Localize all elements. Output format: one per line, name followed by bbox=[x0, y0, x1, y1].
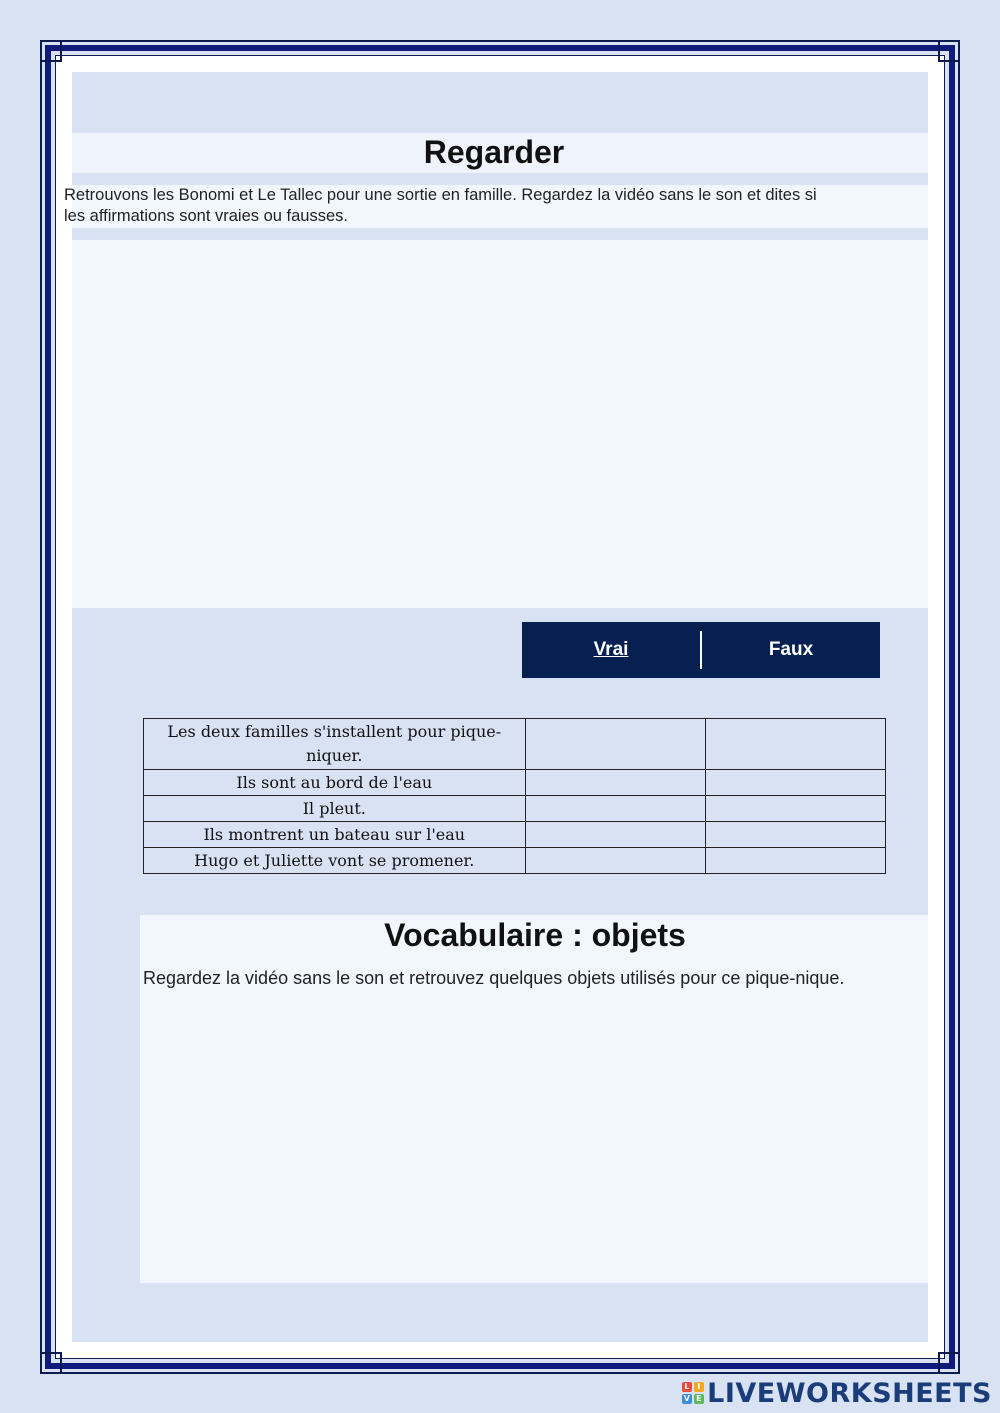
vocab-instruction: Regardez la vidéo sans le son et retrouvez quelques objets utilisés pour ce pique-nique. bbox=[143, 968, 845, 988]
worksheet-content bbox=[64, 72, 928, 1342]
table-row bbox=[144, 796, 886, 822]
faux-answer-cell[interactable] bbox=[705, 848, 885, 874]
statement-cell: Les deux familles s'installent pour pique-niquer. bbox=[144, 719, 526, 770]
frame-corner-top-right bbox=[938, 40, 960, 62]
statement-cell: Il pleut. bbox=[144, 796, 526, 822]
true-false-header bbox=[522, 622, 880, 678]
statement-cell: Ils montrent un bateau sur l'eau bbox=[144, 822, 526, 848]
header-vrai: Vrai bbox=[593, 639, 629, 660]
statement-cell: Hugo et Juliette vont se promener. bbox=[144, 848, 526, 874]
statement-cell: Ils sont au bord de l'eau bbox=[144, 770, 526, 796]
section-title-vocabulaire bbox=[72, 915, 998, 955]
vrai-answer-cell[interactable] bbox=[525, 770, 705, 796]
frame-corner-bottom-left bbox=[40, 1352, 62, 1374]
table-row bbox=[144, 719, 886, 770]
video-area[interactable] bbox=[72, 240, 928, 608]
frame-corner-bottom-right bbox=[938, 1352, 960, 1374]
vocab-title-bold: Vocabulaire bbox=[384, 917, 564, 953]
intro-line-1: Retrouvons les Bonomi et Le Tallec pour une sortie en famille. Regardez la vidéo sans le son et dites si bbox=[64, 186, 817, 204]
vrai-answer-cell[interactable] bbox=[525, 719, 705, 770]
intro-line-2: les affirmations sont vraies ou fausses. bbox=[64, 207, 348, 225]
header-faux: Faux bbox=[768, 639, 814, 660]
liveworksheets-logo-icon: L I V E bbox=[682, 1382, 704, 1404]
faux-answer-cell[interactable] bbox=[705, 796, 885, 822]
vrai-answer-cell[interactable] bbox=[525, 796, 705, 822]
brand-name: LIVEWORKSHEETS bbox=[707, 1377, 992, 1409]
section-title-regarder: Regarder bbox=[423, 134, 565, 170]
faux-answer-cell[interactable] bbox=[705, 822, 885, 848]
faux-answer-cell[interactable] bbox=[705, 719, 885, 770]
table-row bbox=[144, 822, 886, 848]
table-row bbox=[144, 848, 886, 874]
frame-corner-top-left bbox=[40, 40, 62, 62]
faux-answer-cell[interactable] bbox=[705, 770, 885, 796]
vocab-title-rest: : objets bbox=[563, 917, 686, 953]
vrai-answer-cell[interactable] bbox=[525, 822, 705, 848]
intro-text bbox=[64, 185, 914, 227]
vrai-answer-cell[interactable] bbox=[525, 848, 705, 874]
true-false-table bbox=[143, 718, 886, 874]
table-row bbox=[144, 770, 886, 796]
liveworksheets-brand[interactable] bbox=[682, 1378, 992, 1408]
